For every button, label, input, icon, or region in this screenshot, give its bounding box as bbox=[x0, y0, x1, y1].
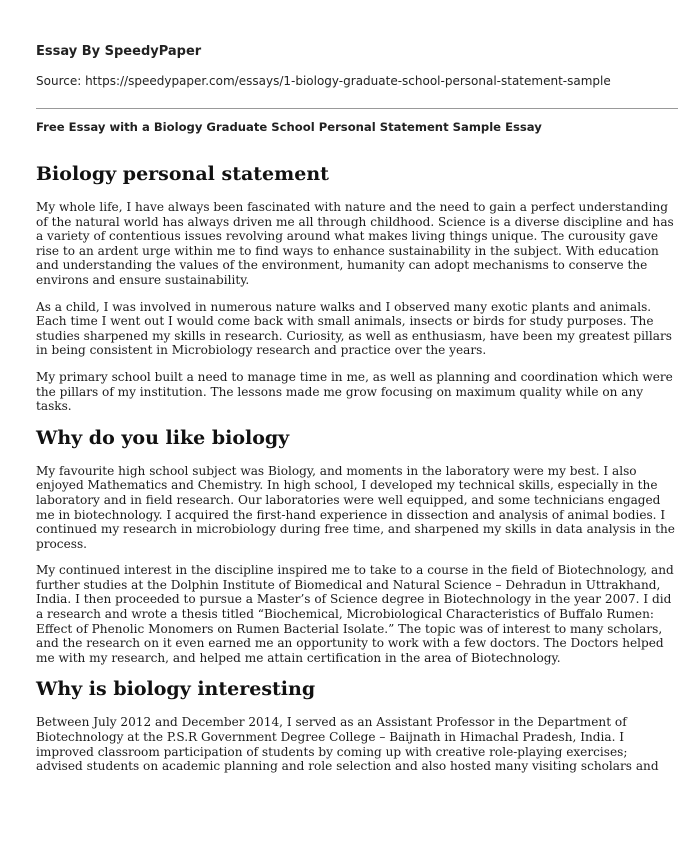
section-heading: Biology personal statement bbox=[36, 163, 329, 185]
section-heading: Why do you like biology bbox=[36, 426, 290, 449]
section-why-is-biology-interesting bbox=[36, 677, 676, 773]
section-biology-personal-statement bbox=[36, 162, 676, 414]
essay-title: Free Essay with a Biology Graduate School Personal Statement Sample Essay bbox=[36, 120, 542, 134]
section-heading: Why is biology interesting bbox=[36, 678, 316, 701]
paragraph: My whole life, I have always been fascinated with nature and the need to gain a perfect understanding of the natural world has always driven me all through childhood. Science is a diverse discipline and has a variety of contentious issues revolving around what makes living things unique. The curousity gave rise to an ardent urge within me to find ways to enhance sustainability in the subject. With education and understanding the values of the environment, humanity can adopt mechanisms to conserve the environs and ensure sustainability. bbox=[36, 200, 674, 287]
source-line: Source: https://speedypaper.com/essays/1-biology-graduate-school-personal-statement-sample bbox=[36, 74, 611, 88]
paragraph: My continued interest in the discipline inspired me to take to a course in the field of Biotechnology, and further studies at the Dolphin Institute of Biomedical and Natural Science – Dehradun in Uttrakhand, India. I then proceeded to pursue a Master’s of Science degree in Biotechnology in the year 2007. I did a research and wrote a thesis titled “Biochemical, Microbiological Characteristics of Buffalo Rumen: Effect of Phenolic Monomers on Rumen Bacterial Isolate.” The topic was of interest to many scholars, and the research on it even earned me an opportunity to work with a few doctors. The Doctors helped me with my research, and helped me attain certification in the area of Biotechnology. bbox=[36, 563, 674, 665]
paragraph: Between July 2012 and December 2014, I served as an Assistant Professor in the Department of Biotechnology at the P.S.R Government Degree College – Baijnath in Himachal Pradesh, India. I improved classroom participation of students by coming up with creative role-playing exercises; advised students on academic planning and role selection and also hosted many visiting scholars and bbox=[36, 715, 659, 774]
paragraph: My favourite high school subject was Biology, and moments in the laboratory were my best. I also enjoyed Mathematics and Chemistry. In high school, I developed my technical skills, especially in the laboratory and in field research. Our laboratories were well equipped, and some technicians engaged me in biotechnology. I acquired the first-hand experience in dissection and analysis of animal bodies. I continued my research in microbiology during free time, and sharpened my skills in data analysis in the process. bbox=[36, 463, 675, 551]
section-why-do-you-like-biology bbox=[36, 426, 676, 666]
essay-body bbox=[36, 162, 676, 786]
header-divider bbox=[36, 108, 678, 109]
site-brand: Essay By SpeedyPaper bbox=[36, 44, 202, 59]
paragraph: My primary school built a need to manage time in me, as well as planning and coordination which were the pillars of my institution. The lessons made me grow focusing on maximum quality while on any tasks. bbox=[36, 369, 673, 414]
paragraph: As a child, I was involved in numerous nature walks and I observed many exotic plants and animals. Each time I went out I would come back with small animals, insects or birds for study purposes. The studies sharpened my skills in research. Curiosity, as well as enthusiasm, have been my greatest pillars in being consistent in Microbiology research and practice over the years. bbox=[36, 299, 672, 358]
